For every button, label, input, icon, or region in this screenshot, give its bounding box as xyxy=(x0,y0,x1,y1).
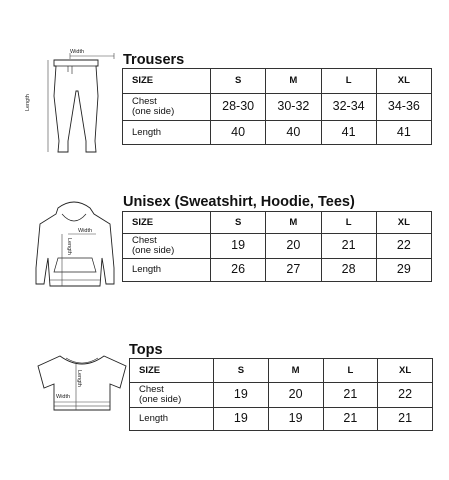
tops-title: Tops xyxy=(129,342,163,358)
trousers-chest-l: 32-34 xyxy=(321,94,376,121)
tops-length-xl: 21 xyxy=(378,408,433,431)
unisex-header-row xyxy=(123,212,432,234)
trousers-size-m: M xyxy=(266,69,321,94)
unisex-chest-text: Chest xyxy=(132,235,157,247)
unisex-length-label-cell: Length xyxy=(123,259,211,282)
unisex-length-row xyxy=(123,259,432,282)
unisex-length-l: 28 xyxy=(321,259,376,282)
trousers-size-xl: XL xyxy=(376,69,431,94)
unisex-chest-label xyxy=(123,234,211,259)
unisex-size-l: L xyxy=(321,212,376,234)
unisex-chest-row xyxy=(123,234,432,259)
trousers-length-label: Length xyxy=(25,94,31,111)
trousers-chest-subtext: (one side) xyxy=(132,106,175,117)
unisex-size-table xyxy=(122,211,432,282)
trousers-chest-label xyxy=(123,94,211,121)
tops-length-s: 19 xyxy=(214,408,269,431)
crop-top-width-label: Width xyxy=(56,394,71,400)
crop-top-length-label: Length xyxy=(76,370,82,387)
tops-size-s: S xyxy=(214,359,269,383)
tops-length-row xyxy=(130,408,433,431)
trousers-length-label-cell: Length xyxy=(123,121,211,145)
trousers-size-table xyxy=(122,68,432,145)
tops-chest-m: 20 xyxy=(268,383,323,408)
trousers-chest-text: Chest xyxy=(132,96,157,108)
unisex-chest-s: 19 xyxy=(211,234,266,259)
tops-length-m: 19 xyxy=(268,408,323,431)
trousers-illustration xyxy=(22,46,106,158)
unisex-length-s: 26 xyxy=(211,259,266,282)
tops-length-label-cell: Length xyxy=(130,408,214,431)
trousers-length-xl: 41 xyxy=(376,121,431,145)
trousers-length-s: 40 xyxy=(211,121,266,145)
unisex-size-xl: XL xyxy=(376,212,431,234)
unisex-length-m: 27 xyxy=(266,259,321,282)
tops-size-l: L xyxy=(323,359,378,383)
trousers-size-header: SIZE xyxy=(123,69,211,94)
trousers-chest-s: 28-30 xyxy=(211,94,266,121)
trousers-width-label: Width xyxy=(70,49,85,55)
trousers-header-row xyxy=(123,69,432,94)
tops-header-row xyxy=(130,359,433,383)
hoodie-width-label: Width xyxy=(78,228,93,234)
tops-length-l: 21 xyxy=(323,408,378,431)
trousers-length-m: 40 xyxy=(266,121,321,145)
trousers-chest-row xyxy=(123,94,432,121)
unisex-chest-m: 20 xyxy=(266,234,321,259)
tops-chest-s: 19 xyxy=(214,383,269,408)
hoodie-length-label: Length xyxy=(66,238,72,255)
tops-chest-subtext: (one side) xyxy=(139,394,182,405)
unisex-title: Unisex (Sweatshirt, Hoodie, Tees) xyxy=(123,194,355,210)
trousers-length-l: 41 xyxy=(321,121,376,145)
tops-chest-label xyxy=(130,383,214,408)
trousers-chest-xl: 34-36 xyxy=(376,94,431,121)
trousers-chest-m: 30-32 xyxy=(266,94,321,121)
hoodie-illustration xyxy=(28,198,120,292)
unisex-chest-xl: 22 xyxy=(376,234,431,259)
trousers-title: Trousers xyxy=(123,52,185,68)
trousers-size-s: S xyxy=(211,69,266,94)
tops-size-xl: XL xyxy=(378,359,433,383)
tops-chest-l: 21 xyxy=(323,383,378,408)
unisex-chest-l: 21 xyxy=(321,234,376,259)
trousers-length-row xyxy=(123,121,432,145)
tops-chest-row xyxy=(130,383,433,408)
unisex-size-header: SIZE xyxy=(123,212,211,234)
unisex-size-s: S xyxy=(211,212,266,234)
unisex-size-m: M xyxy=(266,212,321,234)
tops-chest-text: Chest xyxy=(139,384,164,396)
unisex-length-xl: 29 xyxy=(376,259,431,282)
tops-size-header: SIZE xyxy=(130,359,214,383)
tops-size-table xyxy=(129,358,433,431)
tops-size-m: M xyxy=(268,359,323,383)
tops-chest-xl: 22 xyxy=(378,383,433,408)
unisex-chest-subtext: (one side) xyxy=(132,245,175,256)
trousers-size-l: L xyxy=(321,69,376,94)
crop-top-illustration xyxy=(30,350,134,416)
